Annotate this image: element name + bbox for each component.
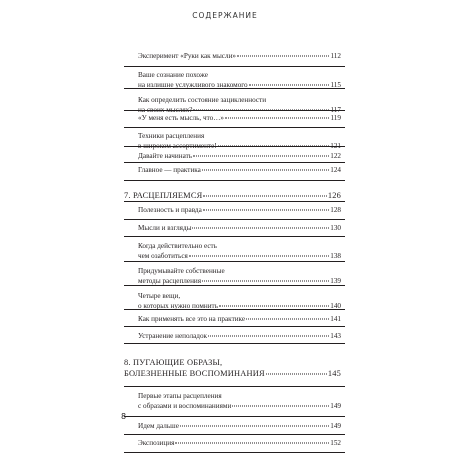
entry-divider <box>124 386 345 387</box>
dot-leader <box>192 228 329 229</box>
toc-page-number: 149 <box>330 422 341 430</box>
toc-entry <box>138 96 341 115</box>
dot-leader <box>237 56 329 57</box>
toc-page-number: 128 <box>330 206 341 214</box>
toc-entry <box>138 422 341 432</box>
entry-divider <box>124 110 345 111</box>
dot-leader <box>202 280 329 281</box>
toc-entry <box>138 132 341 151</box>
toc-entry-title: Ваше сознание похоже <box>138 71 208 79</box>
toc-page-number: 138 <box>330 251 341 260</box>
toc-entry-title: на своих мыслях? <box>138 105 193 114</box>
dot-leader <box>219 305 329 306</box>
toc-entry-title: на излишне услужливого знакомого <box>138 80 248 89</box>
dot-leader <box>180 426 329 427</box>
toc-page-number: 130 <box>330 224 341 232</box>
toc-entry <box>138 242 341 261</box>
toc-chapter <box>124 358 341 380</box>
dot-leader <box>202 170 329 171</box>
entry-divider <box>124 326 345 327</box>
entry-divider <box>124 219 345 220</box>
running-head: СОДЕРЖАНИЕ <box>192 11 258 20</box>
toc-entry-title: Давайте начинать <box>138 152 193 160</box>
toc-entry-title: Главное — практика <box>138 166 201 174</box>
toc-page-number: 139 <box>330 276 341 285</box>
toc-entry <box>138 439 341 449</box>
toc-page-number: 117 <box>330 105 341 114</box>
toc-entry <box>138 114 341 124</box>
toc-entry-title: Полезность и правда <box>138 206 202 214</box>
toc-entry-title: Придумывайте собственные <box>138 267 225 275</box>
toc-page-number: 140 <box>330 301 341 310</box>
entry-divider <box>124 88 345 89</box>
toc-page-number: 152 <box>330 439 341 447</box>
toc-entry-title: о которых нужно помнить <box>138 301 218 310</box>
toc-entry <box>138 166 341 176</box>
entry-divider <box>124 127 345 128</box>
dot-leader <box>249 84 330 85</box>
page-number: 8 <box>121 412 127 421</box>
toc-entry-title: Мысли и взгляды <box>138 224 192 232</box>
entry-divider <box>124 201 345 202</box>
toc-entry-title: 7. РАСЦЕПЛЯЕМСЯ <box>124 191 203 200</box>
toc-entry-title: Когда действительно есть <box>138 242 217 250</box>
toc-page-number: 122 <box>330 152 341 160</box>
dot-leader <box>266 373 327 374</box>
toc-page-number: 149 <box>330 401 341 410</box>
entry-divider <box>124 162 345 163</box>
dot-leader <box>246 319 329 320</box>
toc-entry-title: чем озаботиться <box>138 251 188 260</box>
toc-entry-title: в широком ассортименте! <box>138 141 217 150</box>
toc-entry <box>138 152 341 162</box>
entry-divider <box>124 180 345 181</box>
toc-entry-title: Экспозиция <box>138 439 175 447</box>
toc-entry <box>138 224 341 234</box>
dot-leader <box>203 210 329 211</box>
dot-leader <box>193 156 329 157</box>
toc-entry-title: Техники расцепления <box>138 132 205 140</box>
dot-leader <box>208 336 329 337</box>
toc-entry-title: БОЛЕЗНЕННЫЕ ВОСПОМИНАНИЯ <box>124 368 265 378</box>
toc-entry-title: 8. ПУГАЮЩИЕ ОБРАЗЫ, <box>124 358 223 367</box>
toc-page-number: 115 <box>330 80 341 89</box>
entry-divider <box>124 236 345 237</box>
dot-leader <box>189 255 329 256</box>
toc-entry-title: Четыре вещи, <box>138 292 181 300</box>
entry-divider <box>124 309 345 310</box>
entry-divider <box>124 343 345 344</box>
dot-leader <box>232 405 329 406</box>
entry-divider <box>124 285 345 286</box>
toc-entry-title: Как применять все это на практике <box>138 315 246 323</box>
toc-entry-title: методы расцепления <box>138 276 202 285</box>
entry-divider <box>124 434 345 435</box>
dot-leader <box>175 443 329 444</box>
toc-entry-title: «У меня есть мысль, что…» <box>138 114 225 122</box>
toc-entry <box>138 267 341 286</box>
toc-entry-title: Идем дальше <box>138 422 179 430</box>
toc-entry <box>138 315 341 325</box>
toc-page-number: 121 <box>330 141 341 150</box>
toc-page-number: 141 <box>330 315 341 323</box>
toc-page-number: 143 <box>330 332 341 340</box>
toc-page-number: 124 <box>330 166 341 174</box>
toc-entry-title: Как определить состояние зацикленности <box>138 96 267 104</box>
entry-divider <box>124 416 345 417</box>
toc-entry-title: Эксперимент «Руки как мысли» <box>138 52 237 60</box>
toc-page-number: 126 <box>327 191 341 200</box>
dot-leader <box>225 118 329 119</box>
toc-page-number: 112 <box>330 52 341 60</box>
toc-entry <box>138 392 341 411</box>
entry-divider <box>124 66 345 67</box>
toc-page-number: 145 <box>327 368 341 378</box>
toc-entry <box>138 206 341 216</box>
toc-entry-title: Первые этапы расцепления <box>138 392 222 400</box>
toc-entry <box>138 332 341 342</box>
toc-entry <box>138 52 341 62</box>
entry-divider <box>124 261 345 262</box>
toc-entry-title: с образами и воспоминаниями <box>138 401 232 410</box>
entry-divider <box>124 146 345 147</box>
toc-entry-title: Устранение неполадок <box>138 332 208 340</box>
dot-leader <box>203 196 326 197</box>
toc-page-number: 119 <box>330 114 341 122</box>
